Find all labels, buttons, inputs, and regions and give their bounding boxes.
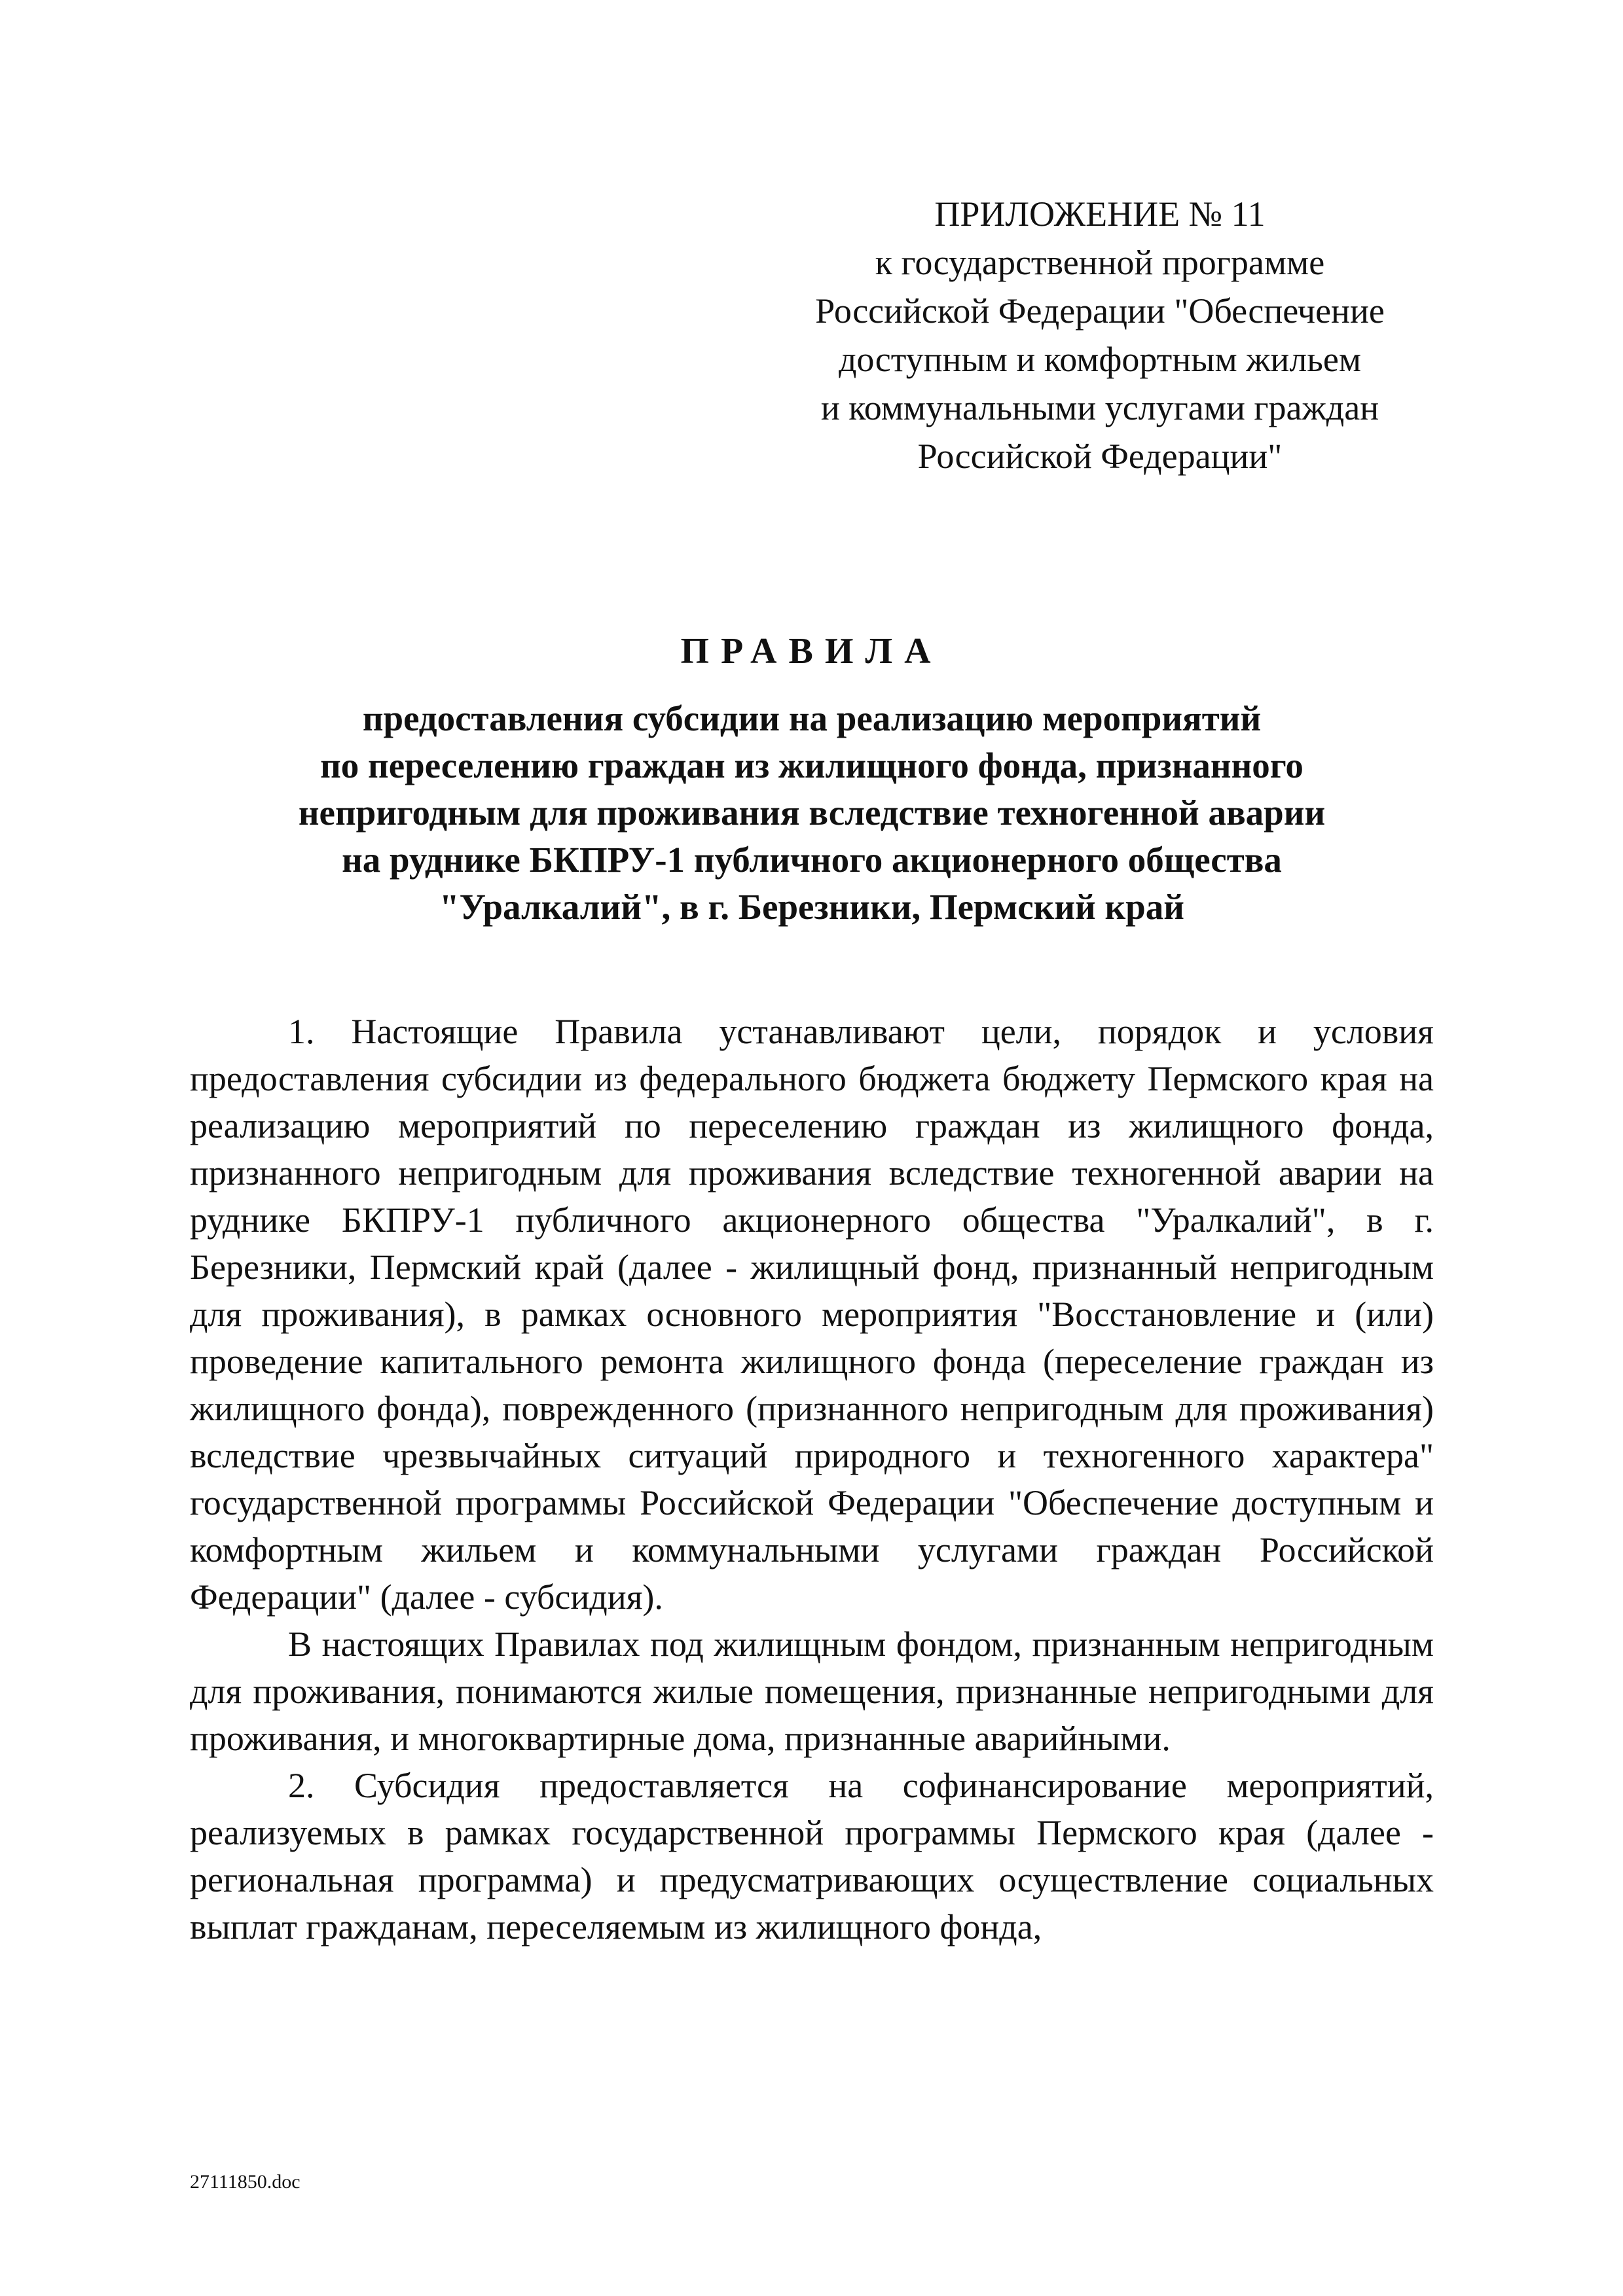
appendix-line: доступным и комфортным жильем	[838, 340, 1362, 379]
paragraph-definition: В настоящих Правилах под жилищным фондом, признанным непригодным для проживания, понимаются жилые помещения, признанные непригодными для проживания, и многоквартирные дома, признанные аварийными.	[190, 1624, 1434, 1758]
subtitle-line: по переселению граждан из жилищного фонда, признанного	[320, 745, 1304, 785]
appendix-line: и коммунальными услугами граждан	[820, 388, 1379, 427]
footer-doc-id: 27111850.doc	[190, 2171, 301, 2193]
appendix-line: Российской Федерации "Обеспечение	[815, 291, 1385, 331]
appendix-line: к государственной программе	[875, 243, 1325, 282]
rules-subtitle	[170, 695, 1453, 931]
subtitle-line: на руднике БКПРУ-1 публичного акционерного общества	[342, 840, 1282, 880]
appendix-line: Российской Федерации"	[917, 437, 1283, 476]
paragraph-1: 1. Настоящие Правила устанавливают цели, порядок и условия предоставления субсидии из федерального бюджета бюджету Пермского края на реализацию мероприятий по переселению граждан из жилищного фонда, признанного непригодным для проживания вследствие техногенной аварии на руднике БКПРУ-1 публичного акционерного общества "Уралкалий", в г. Березники, Пермский край (далее - жилищный фонд, признанный непригодным для проживания), в рамках основного мероприятия "Восстановление и (или) проведение капитального ремонта жилищного фонда (переселение граждан из жилищного фонда), поврежденного (признанного непригодным для проживания) вследствие чрезвычайных ситуаций природного и техногенного характера" государственной программы Российской Федерации "Обеспечение доступным и комфортным жильем и коммунальными услугами граждан Российской Федерации" (далее - субсидия).	[190, 1012, 1434, 1617]
subtitle-line: непригодным для проживания вследствие техногенной аварии	[298, 793, 1326, 833]
paragraph-2: 2. Субсидия предоставляется на софинансирование мероприятий, реализуемых в рамках государственной программы Пермского края (далее - региональная программа) и предусматривающих осуществление социальных выплат гражданам, переселяемым из жилищного фонда,	[190, 1766, 1434, 1946]
rules-title: ПРАВИЛА	[680, 631, 943, 672]
document-body	[190, 1008, 1434, 1950]
appendix-block	[773, 190, 1427, 480]
subtitle-line: предоставления субсидии на реализацию мероприятий	[362, 698, 1262, 738]
appendix-title: ПРИЛОЖЕНИЕ № 11	[934, 194, 1266, 234]
subtitle-line: "Уралкалий", в г. Березники, Пермский край	[439, 887, 1184, 927]
